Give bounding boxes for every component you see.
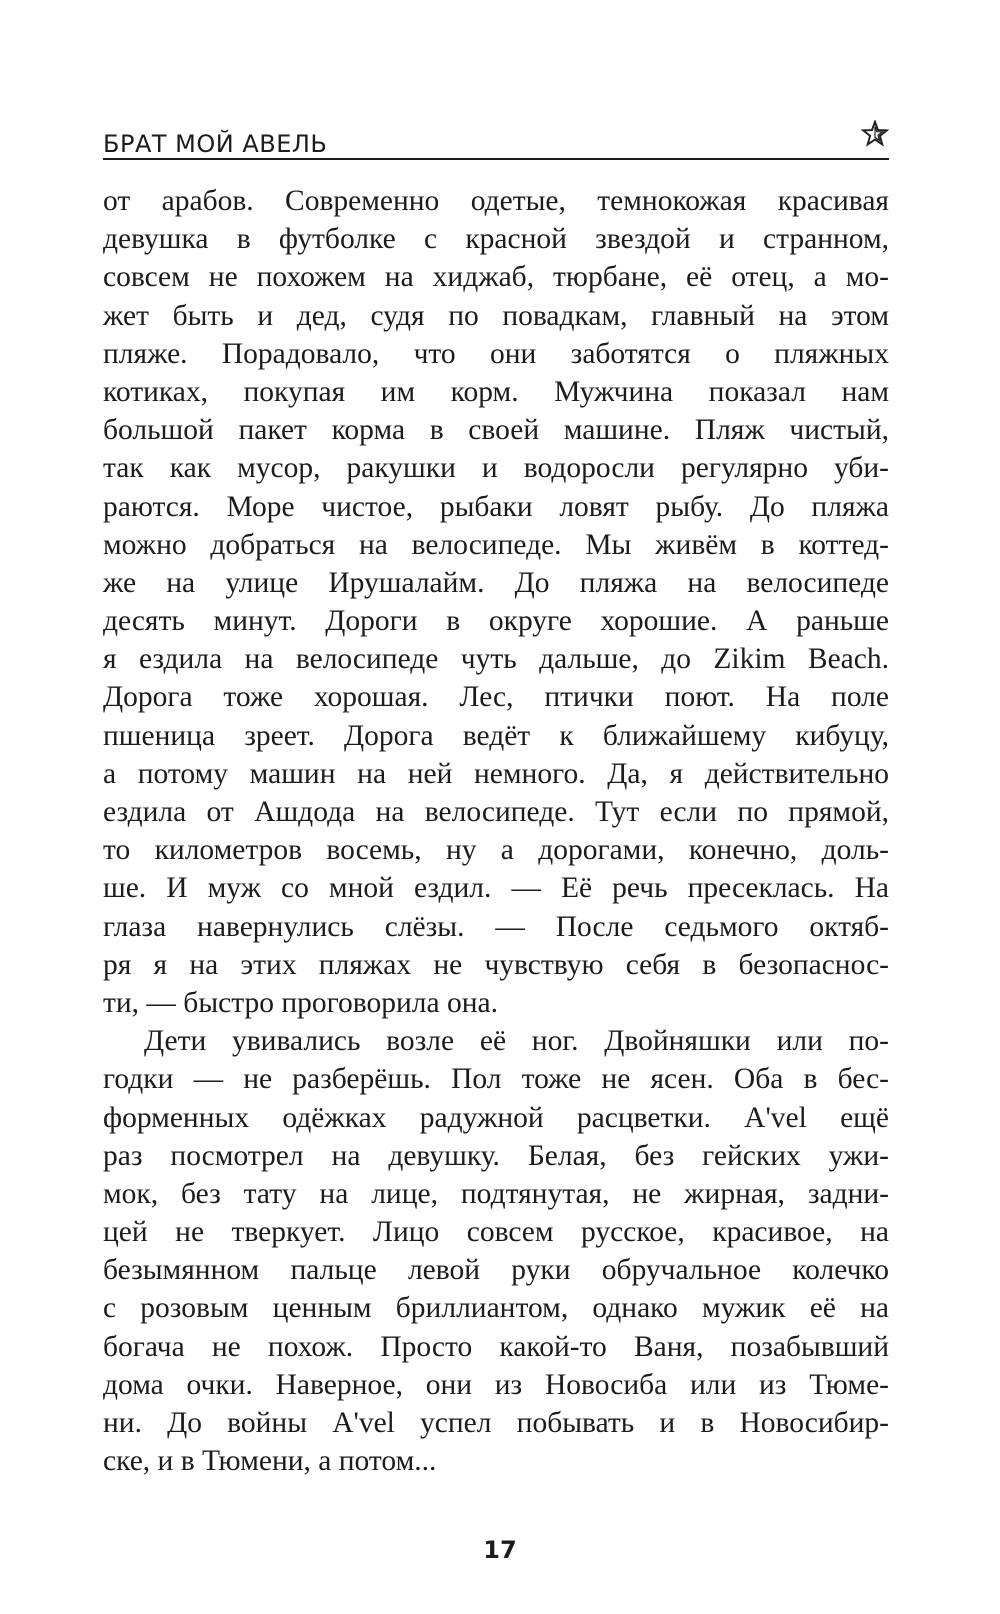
page-number: 17 [483, 1536, 517, 1564]
text-line: ске, и в Тюмени, а потом... [103, 1445, 437, 1478]
text-line: мок, без тату на лице, подтянутая, не жирная, задни- [103, 1177, 889, 1210]
text-line: ездила от Ашдода на велосипеде. Тут если по прямой, [103, 796, 889, 828]
header-rule [103, 158, 889, 160]
text-line: жет быть и дед, судя по повадкам, главный на этом [103, 299, 889, 332]
text-line: девушка в футболке с красной звездой и странном, [103, 223, 889, 256]
text-line: ни. До войны A'vel успел побывать и в Новосибир- [103, 1407, 889, 1439]
text-line: от арабов. Современно одетые, темнокожая красивая [103, 185, 889, 217]
running-head [103, 118, 889, 160]
text-line: то километров восемь, ну а дорогами, конечно, доль- [103, 834, 889, 867]
text-line: пляже. Порадовало, что они заботятся о пляжных [103, 337, 889, 370]
text-line: котиках, покупая им корм. Мужчина показал нам [103, 375, 889, 408]
text-line: ти, — быстро проговорила она. [103, 986, 498, 1019]
text-line: форменных одёжках радужной расцветки. A'vel ещё [103, 1101, 889, 1134]
text-line: дома очки. Наверное, они из Новосиба или из Тюме- [103, 1368, 889, 1401]
text-line: Дорога тоже хорошая. Лес, птички поют. На поле [103, 681, 889, 714]
text-line: пшеница зреет. Дорога ведёт к ближайшему кибуцу, [103, 719, 889, 752]
paragraph [103, 182, 889, 1022]
text-line: раз посмотрел на девушку. Белая, без гейских ужи- [103, 1139, 889, 1172]
text-line: большой пакет корма в своей машине. Пляж чистый, [103, 414, 889, 447]
text-line: десять минут. Дороги в округе хорошие. А раньше [103, 605, 889, 638]
text-line: раются. Море чистое, рыбаки ловят рыбу. До пляжа [103, 490, 889, 523]
text-line: Дети увивались возле её ног. Двойняшки или по- [144, 1025, 889, 1058]
text-line: безымянном пальце левой руки обручальное колечко [103, 1254, 889, 1287]
text-line: ше. И муж со мной ездил. — Её речь пресеклась. На [103, 872, 889, 905]
running-title: БРАТ МОЙ АВЕЛЬ [103, 130, 328, 158]
text-line: же на улице Ирушалайм. До пляжа на велосипеде [103, 566, 889, 599]
text-line: совсем не похожем на хиджаб, тюрбане, её отец, а мо- [103, 261, 889, 294]
text-line: годки — не разберёшь. Пол тоже не ясен. Оба в бес- [103, 1063, 889, 1096]
text-line: с розовым ценным бриллиантом, однако мужик её на [103, 1292, 889, 1325]
star-outline-icon [861, 120, 889, 148]
body-text [103, 182, 889, 1480]
text-line: глаза навернулись слёзы. — После седьмого октяб- [103, 910, 889, 943]
text-line: я ездила на велосипеде чуть дальше, до Zikim Beach. [103, 643, 889, 676]
text-line: можно добраться на велосипеде. Мы живём в коттед- [103, 528, 889, 561]
text-line: ря я на этих пляжах не чувствую себя в безопаснос- [103, 948, 889, 981]
text-line: богача не похож. Просто какой-то Ваня, позабывший [103, 1330, 889, 1363]
text-line: а потому машин на ней немного. Да, я действительно [103, 757, 889, 790]
text-line: цей не тверкует. Лицо совсем русское, красивое, на [103, 1216, 889, 1249]
paragraph [103, 1022, 889, 1480]
text-line: так как мусор, ракушки и водоросли регулярно уби- [103, 452, 889, 485]
